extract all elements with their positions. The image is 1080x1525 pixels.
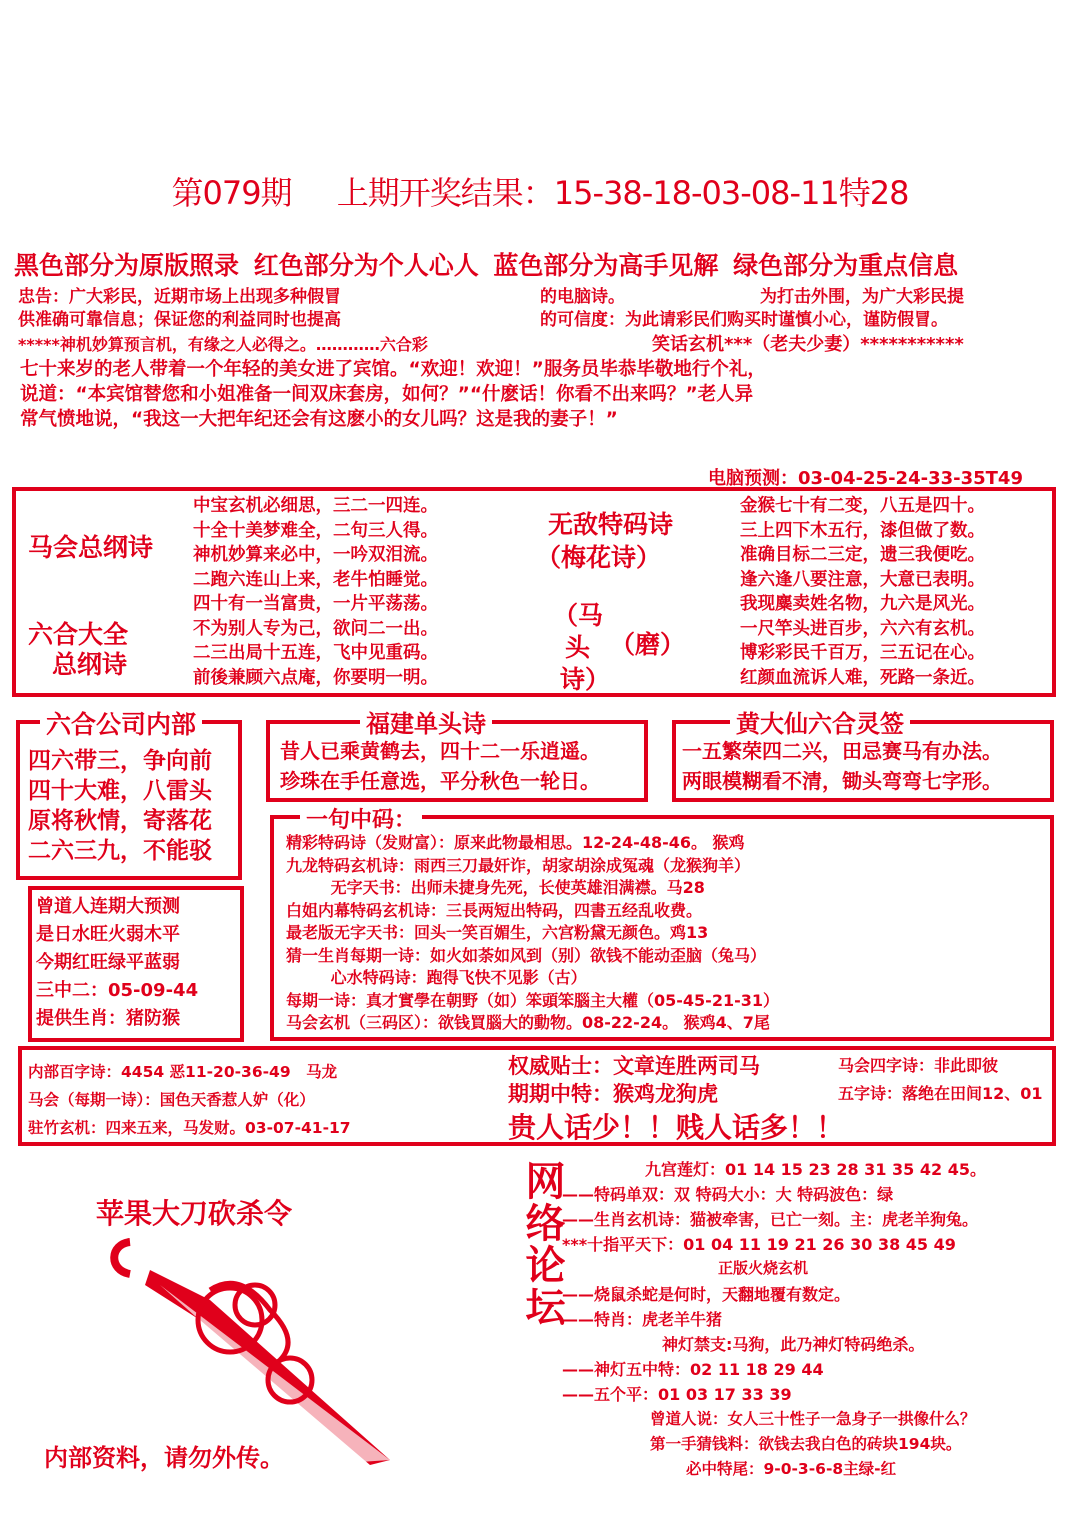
bottom-r2b: 五字诗：落绝在田间12、01 — [838, 1084, 1043, 1103]
computer-forecast: 电脑预测：03-04-25-24-33-35T49 — [708, 468, 1023, 489]
zeng-line: 曾道人连期大预测 — [36, 896, 180, 917]
forum-line: ***十指平天下：01 04 11 19 21 26 30 38 45 49 — [562, 1235, 956, 1254]
last-result: 上期开奖结果：15-38-18-03-08-11特28 — [336, 174, 909, 212]
oneline-line: 最老版无字天书：回头一笑百媚生，六宫粉黛无颜色。鸡13 — [286, 923, 709, 942]
poem-mid-title-1: 无敌特码诗 — [548, 510, 674, 539]
notice-left-2: 供准确可靠信息；保证您的利益同时也提高 — [18, 310, 341, 330]
oneline-line: 无字天书：出师未捷身先死，长使英雄泪满襟。马28 — [286, 878, 705, 897]
forum-line: 九宫莲灯：01 14 15 23 28 31 35 42 45。 — [645, 1160, 986, 1179]
huang-title: 黄大仙六合灵签 — [730, 704, 910, 739]
bottom-r3: 贵人话少！！贱人话多！！ — [508, 1111, 845, 1144]
poem-label-2b: 总纲诗 — [52, 650, 128, 679]
poem-mid-title-6: 诗） — [560, 665, 611, 694]
zeng-line: 提供生肖：猪防猴 — [36, 1008, 180, 1029]
forum-line: 神灯禁支:马狗，此乃神灯特码绝杀。 — [662, 1335, 925, 1354]
bottom-l3: 驻竹玄机：四来五来，马发财。03-07-41-17 — [28, 1119, 351, 1137]
poem-right-line: 博彩彩民千百万，三五记在心。 — [740, 643, 985, 663]
oneline-line: 心水特码诗：跑得飞快不见影（古） — [286, 968, 587, 987]
zeng-line: 是日水旺火弱木平 — [36, 924, 180, 945]
forum-line: ——特码单双：双 特码大小：大 特码波色：绿 — [562, 1185, 894, 1204]
poem-right-line: 三上四下木五行，漆但做了数。 — [740, 520, 985, 541]
notice-left-1: 忠告：广大彩民，近期市场上出现多种假冒 — [18, 287, 341, 307]
oneline-lines — [286, 832, 779, 1035]
zeng-lines — [36, 893, 198, 1033]
joke-header-right: 笑话玄机***（老夫少妻）*********** — [652, 334, 964, 355]
issue-header — [0, 168, 1080, 214]
joke-line-2: 说道：“本宾馆替您和小姐准备一间双床套房，如何？”“什麽话！你看不出来吗？”老人异 — [20, 384, 754, 405]
knife-illustration-icon — [90, 1230, 410, 1470]
color-legend: 黑色部分为原版照录 红色部分为个人心人 蓝色部分为高手见解 绿色部分为重点信息 — [14, 251, 959, 280]
huang-lines — [682, 736, 1002, 796]
oneline-line: 每期一诗：真才實學在朝野（如）笨頭笨腦主大權（05-45-21-31） — [286, 990, 779, 1010]
forum-line: 第一手猜钱料：欲钱去我白色的砖块194块。 — [650, 1435, 962, 1453]
knife-footer: 内部资料，请勿外传。 — [44, 1444, 284, 1472]
zeng-line: 三中二：05-09-44 — [36, 980, 199, 1001]
joke-line-3: 常气愤地说，“我这一大把年纪还会有这麽小的女儿吗？这是我的妻子！” — [20, 409, 618, 430]
forum-line: ——生肖玄机诗：猫被牵害，已亡一刻。主：虎老羊狗兔。 — [562, 1210, 979, 1229]
poem-mid-title-4: 头 — [565, 633, 591, 662]
poem-label-1: 马会总纲诗 — [28, 533, 154, 562]
issue-number: 第079期 — [171, 174, 292, 212]
oneline-line: 九龙特码玄机诗：雨西三刀最奸诈，胡家胡涂成冤魂（龙猴狗羊） — [286, 855, 751, 875]
bottom-r1: 权威贴士：文章连胜两司马 — [508, 1054, 760, 1078]
bottom-l2: 马会（每期一诗）：国色天香惹人妒（化） — [28, 1091, 315, 1109]
poem-right-line: 金猴七十有二变，八五是四十。 — [740, 496, 985, 516]
poem-left-line: 中宝玄机必细思，三二一四连。 — [193, 496, 438, 516]
poem-mid-title-3: （马 — [553, 601, 604, 630]
zeng-line: 今期红旺绿平蓝弱 — [36, 952, 180, 973]
fujian-lines — [280, 736, 600, 796]
joke-header-left: *****神机妙算预言机，有缘之人必得之。…………六合彩 — [18, 335, 428, 354]
poem-mid-title-5: （磨） — [610, 630, 686, 659]
notice-right-1b: 为打击外围，为广大彩民提 — [760, 287, 964, 307]
company-line: 原将秋情，寄落花 — [28, 808, 212, 834]
fujian-title: 福建单头诗 — [360, 704, 492, 739]
poem-right-line: 红颜血流诉人难，死路一条近。 — [740, 667, 985, 688]
company-line: 二六三九，不能驳 — [28, 838, 212, 864]
forum-line: 曾道人说：女人三十性子一急身子一拱像什么？ — [650, 1410, 976, 1428]
poem-right-line: 一尺竿头进百步，六六有玄机。 — [740, 618, 985, 639]
forum-line: ——烧鼠杀蛇是何时，天翻地覆有数定。 — [562, 1285, 851, 1304]
poem-label-2a: 六合大全 — [28, 620, 129, 649]
company-line: 四六带三，争向前 — [28, 748, 212, 774]
bottom-r1b: 马会四字诗：非此即彼 — [838, 1056, 999, 1075]
company-lines — [28, 746, 212, 866]
joke-line-1: 七十来岁的老人带着一个年轻的美女进了宾馆。“欢迎！欢迎！”服务员毕恭毕敬地行个礼， — [20, 359, 766, 380]
fujian-line: 珍珠在手任意选，平分秋色一轮日。 — [280, 769, 600, 793]
oneline-line: 精彩特码诗（发财富）：原来此物最相思。12-24-48-46。 猴鸡 — [286, 833, 745, 852]
knife-title: 苹果大刀砍杀令 — [96, 1197, 293, 1230]
huang-line: 两眼模糊看不清，锄头弯弯七字形。 — [682, 769, 1002, 793]
poem-left-line: 前後兼顾六点庵，你要明一明。 — [193, 667, 438, 688]
forum-line: ——神灯五中特：02 11 18 29 44 — [562, 1360, 824, 1379]
oneline-line: 白姐内幕特码玄机诗：三長两短出特码，四書五经乱收费。 — [286, 900, 703, 920]
company-title: 六合公司内部 — [40, 705, 202, 741]
forum-line: 正版火烧玄机 — [718, 1259, 809, 1277]
huang-line: 一五繁荣四二兴，田忌赛马有办法。 — [682, 739, 1002, 763]
poem-left-line: 四十有一当富贵，一片平荡荡。 — [193, 594, 438, 614]
notice-right-1: 的电脑诗。 — [540, 287, 625, 307]
company-line: 四十大难，八雷头 — [28, 778, 212, 804]
bottom-l1: 内部百字诗：4454 恶11-20-36-49 马龙 — [28, 1063, 338, 1081]
poem-right-lines — [740, 494, 985, 690]
notice-right-2: 的可信度：为此请彩民们购买时谨慎小心，谨防假冒。 — [540, 310, 948, 330]
oneline-title: 一句中码： — [300, 803, 422, 834]
oneline-line: 猜一生肖每期一诗：如火如荼如风到（别）欲钱不能动歪脑（兔马） — [286, 945, 767, 965]
poem-mid-title-2: （梅花诗） — [536, 543, 662, 572]
forum-line: ——五个平：01 03 17 33 39 — [562, 1385, 792, 1404]
fujian-line: 昔人已乘黄鹤去，四十二一乐逍遥。 — [280, 739, 600, 763]
forum-line: ——特肖：虎老羊牛猪 — [562, 1310, 723, 1329]
forum-line: 必中特尾：9-0-3-6-8主绿-红 — [686, 1460, 897, 1478]
bottom-r2: 期期中特：猴鸡龙狗虎 — [508, 1082, 718, 1106]
poem-left-lines — [193, 494, 438, 690]
forum-vertical-title: 网络论坛 — [519, 1160, 565, 1328]
oneline-line: 马会玄机（三码区）：欲钱買腦大的動物。08-22-24。 猴鸡4、7尾 — [286, 1013, 770, 1032]
poem-right-line: 逢六逢八要注意，大意已表明。 — [740, 569, 985, 590]
poem-left-line: 神机妙算来必中，一吟双泪流。 — [193, 545, 438, 565]
poem-right-line: 我现麋卖姓名物，九六是风光。 — [740, 594, 985, 614]
poem-left-line: 二三出局十五连，飞中见重码。 — [193, 643, 438, 663]
poem-right-line: 准确目标二三定，遗三我便吃。 — [740, 545, 985, 565]
poem-left-line: 二跑六连山上来，老牛怕睡觉。 — [193, 569, 438, 590]
poem-left-line: 不为别人专为己，欲问二一出。 — [193, 618, 438, 639]
poem-left-line: 十全十美梦难全，二句三人得。 — [193, 520, 438, 541]
